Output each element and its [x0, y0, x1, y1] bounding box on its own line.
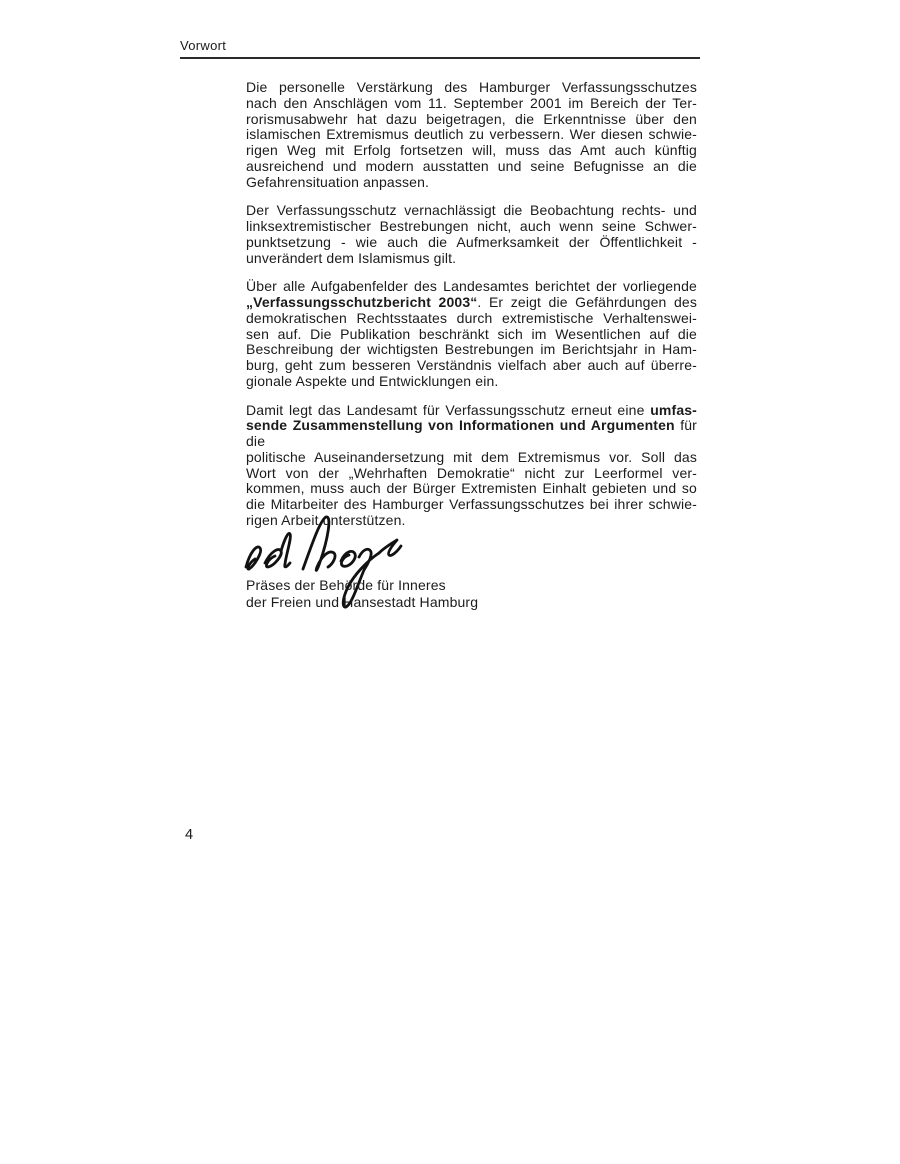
header-rule-divider — [180, 57, 700, 59]
text-line: Damit legt das Landesamt für Verfassungsschutz erneut eine umfas- — [246, 401, 697, 418]
text-line: Wort von der „Wehrhaften Demokratie“ nicht zur Leerformel ver- — [246, 464, 697, 481]
text-line: sen auf. Die Publikation beschränkt sich im Wesentlichen auf die — [246, 325, 697, 342]
body-paragraph — [246, 203, 697, 266]
text-line: „Verfassungsschutzbericht 2003“. Er zeigt die Gefährdungen des — [246, 294, 697, 310]
text-line: gionale Aspekte und Entwicklungen ein. — [246, 372, 499, 389]
text-line: linksextremistischer Bestrebungen nicht, auch wenn seine Schwer- — [246, 218, 697, 234]
body-paragraph — [246, 279, 697, 389]
body-paragraph — [246, 403, 697, 529]
signer-block — [246, 577, 478, 610]
text-line: burg, geht zum besseren Verständnis vielfach aber auch auf überre- — [246, 357, 697, 373]
text-line: rigen Arbeit unterstützen. — [246, 511, 406, 528]
body-paragraph — [246, 80, 697, 190]
text-line: Der Verfassungsschutz vernachlässigt die Beobachtung rechts- und — [246, 202, 697, 219]
text-line: die Mitarbeiter des Hamburger Verfassungsschutzes bei ihrer schwie- — [246, 496, 697, 512]
page-header-title: Vorwort — [180, 38, 227, 53]
text-line: Über alle Aufgabenfelder des Landesamtes berichtet der vorliegende — [246, 278, 697, 295]
text-line: Beschreibung der wichtigsten Bestrebungen im Berichtsjahr in Ham- — [246, 341, 697, 358]
text-line: sende Zusammenstellung von Informationen und Argumenten für die — [246, 417, 697, 449]
text-line: Die personelle Verstärkung des Hamburger Verfassungsschutzes — [246, 79, 697, 95]
page-header — [180, 38, 700, 59]
page-number: 4 — [185, 827, 194, 843]
text-line: punktsetzung - wie auch die Aufmerksamkeit der Öffentlichkeit - — [246, 233, 697, 250]
text-line: islamischen Extremismus deutlich zu verbessern. Wer diesen schwie- — [246, 126, 697, 143]
text-line: demokratischen Rechtsstaates durch extremistische Verhaltenswei- — [246, 309, 697, 326]
body-paragraphs — [246, 80, 697, 542]
text-line: rigen Weg mit Erfolg fortsetzen will, muss das Amt auch künftig — [246, 142, 697, 158]
text-line: Gefahrensituation anpassen. — [246, 173, 430, 190]
text-line: unverändert dem Islamismus gilt. — [246, 249, 457, 266]
text-line: politische Auseinandersetzung mit dem Extremismus vor. Soll das — [246, 448, 697, 465]
text-line: kommen, muss auch der Bürger Extremisten Einhalt gebieten und so — [246, 480, 697, 497]
text-line: rorismusabwehr hat dazu beigetragen, die Erkenntnisse über den — [246, 110, 697, 127]
text-line: ausreichend und modern ausstatten und seine Befugnisse an die — [246, 157, 697, 174]
text-line: nach den Anschlägen vom 11. September 2001 im Bereich der Ter- — [246, 94, 697, 111]
signer-title-line2: der Freien und Hansestadt Hamburg — [246, 593, 479, 610]
signer-title-line1: Präses der Behörde für Inneres — [246, 577, 446, 593]
